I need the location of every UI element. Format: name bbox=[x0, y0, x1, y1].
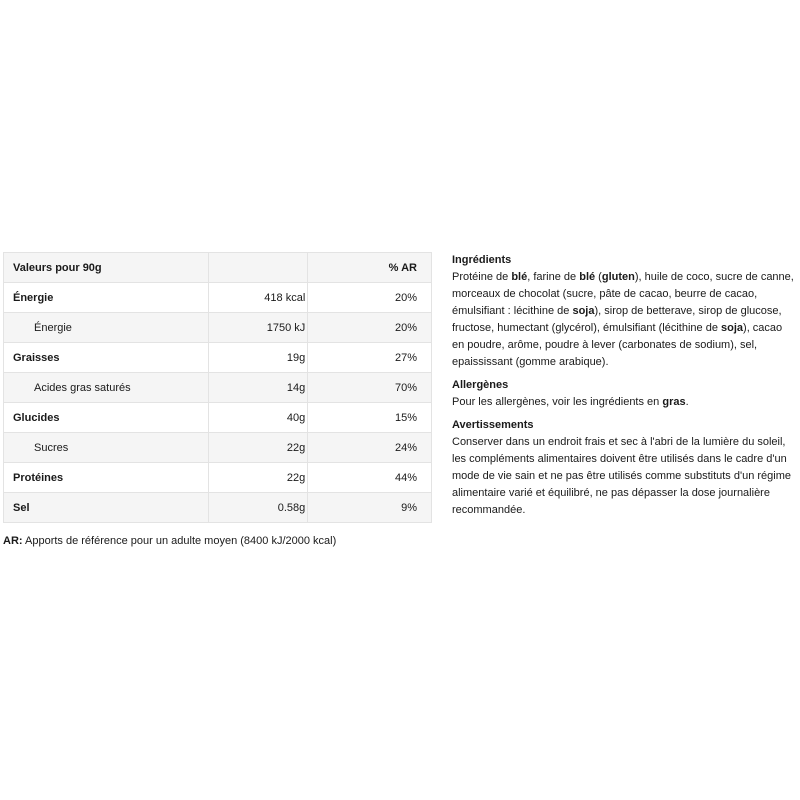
table-row bbox=[4, 403, 432, 433]
row-label: Énergie bbox=[4, 283, 209, 313]
row-label: Graisses bbox=[4, 343, 209, 373]
row-quantity: 0.58g bbox=[208, 493, 308, 523]
ingredients-title: Ingrédients bbox=[452, 254, 512, 266]
row-quantity: 1750 kJ bbox=[208, 313, 308, 343]
row-ar: 44% bbox=[308, 463, 432, 493]
row-ar: 20% bbox=[308, 283, 432, 313]
row-ar: 24% bbox=[308, 433, 432, 463]
bold-allergen: blé bbox=[511, 271, 528, 283]
text-segment: ( bbox=[595, 271, 602, 283]
row-label: Protéines bbox=[4, 463, 209, 493]
text-segment: . bbox=[685, 396, 689, 408]
ingredients-text bbox=[452, 269, 797, 371]
text-segment: ), sirop de betterave, sirop de glucose, fructose, humectant (glycérol), émulsifiant (lécithine de bbox=[452, 305, 782, 334]
table-row bbox=[4, 313, 432, 343]
row-quantity: 14g bbox=[208, 373, 308, 403]
allergens-title: Allergènes bbox=[452, 379, 509, 391]
row-ar: 15% bbox=[308, 403, 432, 433]
table-row bbox=[4, 433, 432, 463]
row-quantity: 22g bbox=[208, 463, 308, 493]
table-row bbox=[4, 343, 432, 373]
text-segment: , farine de bbox=[527, 271, 580, 283]
bold-allergen: soja bbox=[721, 322, 744, 334]
warnings-text: Conserver dans un endroit frais et sec à l'abri de la lumière du soleil, les compléments alimentaires doivent être utilisés dans le cadre d'un mode de vie sain et ne pas être utilisés comme substituts d'un régime alimentaire varié et équilibré, ne pas dépasser la dose journalière recommandée. bbox=[452, 436, 791, 516]
header-ar: % AR bbox=[308, 253, 432, 283]
row-ar: 9% bbox=[308, 493, 432, 523]
row-quantity: 19g bbox=[208, 343, 308, 373]
row-label: Acides gras saturés bbox=[4, 373, 209, 403]
row-quantity: 40g bbox=[208, 403, 308, 433]
table-row bbox=[4, 493, 432, 523]
table-row bbox=[4, 463, 432, 493]
text-segment: Protéine de bbox=[452, 271, 512, 283]
warnings-title: Avertissements bbox=[452, 419, 534, 431]
row-quantity: 418 kcal bbox=[208, 283, 308, 313]
bold-allergen: gras bbox=[662, 396, 686, 408]
row-label: Énergie bbox=[4, 313, 209, 343]
row-quantity: 22g bbox=[208, 433, 308, 463]
allergens-text bbox=[452, 394, 797, 411]
footnote-abbr: AR: bbox=[3, 535, 23, 547]
text-segment: ), huile de coco, sucre de canne, morceaux de chocolat (sucre, pâte de cacao, beurre de cacao, émulsifiant : lécithine de bbox=[452, 271, 794, 317]
footnote bbox=[3, 535, 336, 547]
table-row bbox=[4, 283, 432, 313]
product-info bbox=[452, 252, 797, 525]
table-row bbox=[4, 373, 432, 403]
row-label: Sucres bbox=[4, 433, 209, 463]
table-header-row bbox=[4, 253, 432, 283]
nutrition-table-body bbox=[4, 283, 432, 523]
bold-allergen: blé bbox=[579, 271, 596, 283]
row-label: Sel bbox=[4, 493, 209, 523]
row-ar: 70% bbox=[308, 373, 432, 403]
nutrition-table bbox=[3, 252, 432, 523]
footnote-text: Apports de référence pour un adulte moyen (8400 kJ/2000 kcal) bbox=[22, 535, 337, 547]
text-segment: ), cacao en poudre, arôme, poudre à lever (carbonates de sodium), sel, epaississant (gomme arabique). bbox=[452, 322, 783, 368]
text-segment: Pour les allergènes, voir les ingrédients en bbox=[452, 396, 663, 408]
row-label: Glucides bbox=[4, 403, 209, 433]
bold-allergen: gluten bbox=[601, 271, 635, 283]
bold-allergen: soja bbox=[572, 305, 595, 317]
row-ar: 27% bbox=[308, 343, 432, 373]
header-label: Valeurs pour 90g bbox=[4, 253, 209, 283]
header-quantity bbox=[208, 253, 308, 283]
row-ar: 20% bbox=[308, 313, 432, 343]
